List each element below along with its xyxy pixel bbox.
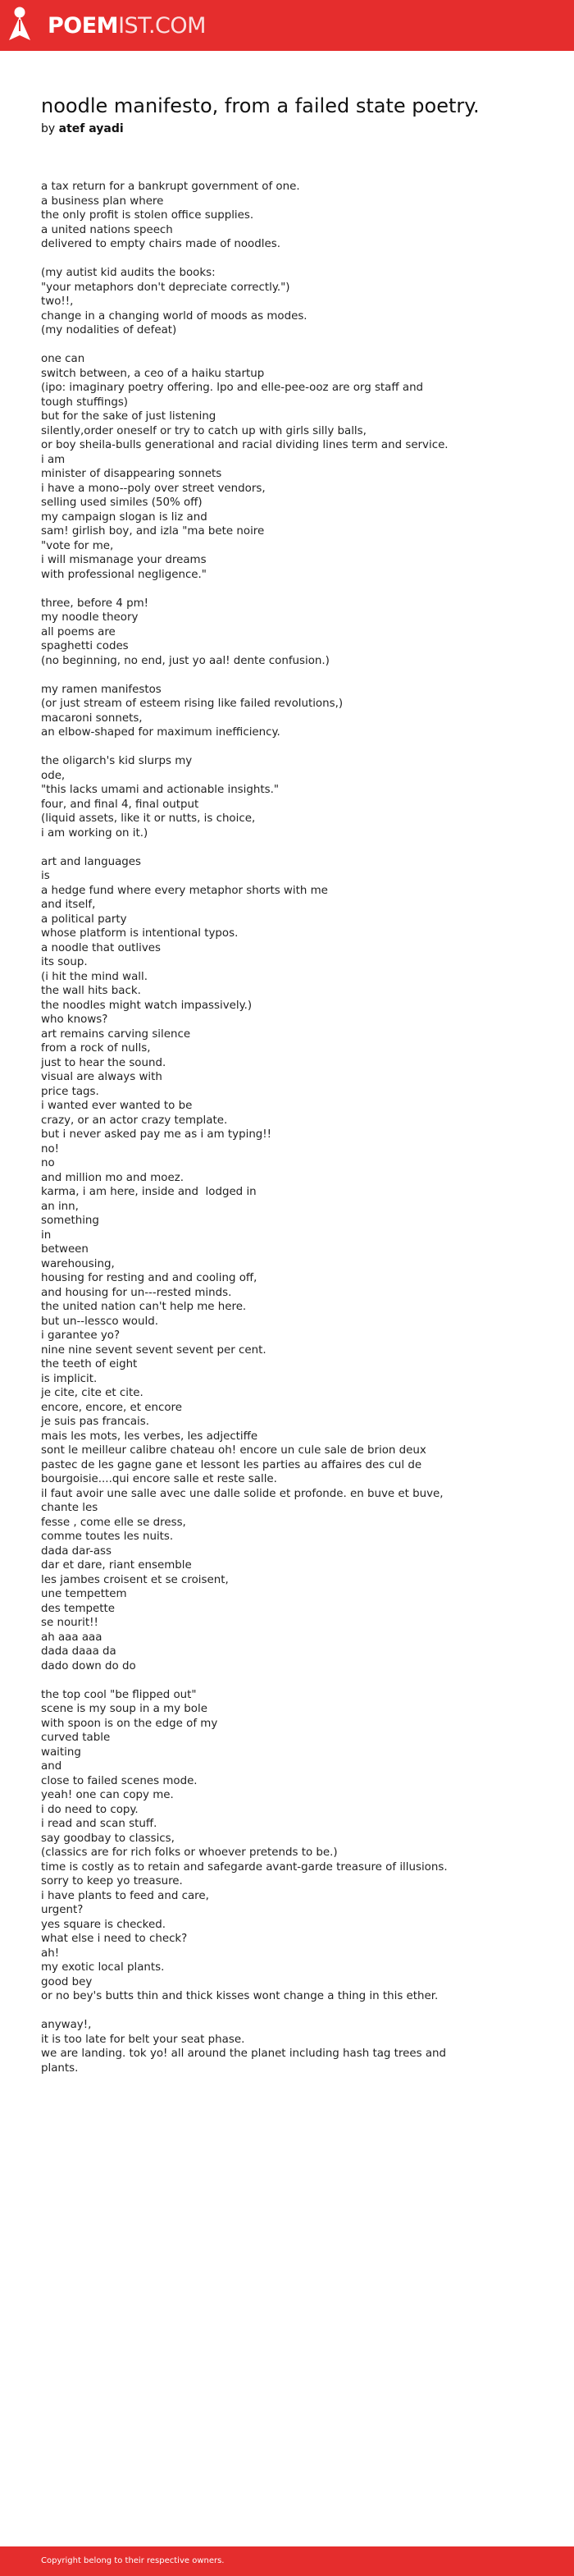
poem-line: or boy sheila-bulls generational and racial dividing lines term and service. (41, 439, 449, 451)
poem-line: dada dar-ass (41, 1544, 112, 1558)
poem-body (41, 180, 451, 2075)
stanza-break (41, 252, 451, 267)
poem-line: i do need to copy. (41, 1803, 139, 1816)
poem-line: one can (41, 353, 85, 365)
poem-title: noodle manifesto, from a failed state poetry. (41, 94, 480, 117)
poem-line: anyway!, (41, 2019, 92, 2031)
poem-line: switch between, a ceo of a haiku startup (41, 367, 265, 380)
poem-line: une tempettem (41, 1588, 127, 1600)
poem-line: comme toutes les nuits. (41, 1531, 174, 1543)
poem-line: in (41, 1229, 52, 1242)
poem-line: dada daaa da (41, 1645, 116, 1658)
poem-line: good bey (41, 1975, 93, 1988)
poem-line: close to failed scenes mode. (41, 1774, 198, 1787)
poem-line: with spoon is on the edge of my (41, 1717, 218, 1730)
poem-line: my campaign slogan is liz and (41, 510, 207, 524)
poem-line: my exotic local plants. (41, 1961, 165, 1974)
poem-line: warehousing, (41, 1257, 115, 1270)
poem-line: housing for resting and and cooling off, (41, 1272, 257, 1284)
poem-line: silently,order oneself or try to catch up with girls silly balls, (41, 424, 367, 437)
poem-line: my noodle theory (41, 611, 139, 624)
poem-line: or no bey's butts thin and thick kisses wont change a thing in this ether. (41, 1990, 439, 2002)
poem-line: fesse , come elle se dress, (41, 1516, 186, 1529)
poem-line: i will mismanage your dreams (41, 554, 207, 566)
site-header (0, 0, 574, 51)
poem-line: scene is my soup in a my bole (41, 1703, 207, 1715)
poem-line: a tax return for a bankrupt government of one. (41, 181, 300, 193)
poem-line: yes square is checked. (41, 1918, 166, 1931)
byline-prefix: by (41, 122, 56, 135)
poem-line: i am (41, 453, 66, 466)
poem-line: we are landing. tok yo! all around the planet including hash tag trees and plants. (41, 2048, 450, 2075)
poem-line: the wall hits back. (41, 985, 141, 997)
poem-line: no (41, 1157, 55, 1169)
poem-line: a noodle that outlives (41, 941, 162, 954)
poem-line: an elbow-shaped for maximum inefficiency. (41, 726, 280, 739)
poem-line: curved table (41, 1732, 111, 1744)
poem-line: nine nine sevent sevent sevent per cent. (41, 1343, 266, 1357)
poem-line: the only profit is stolen office supplies. (41, 209, 254, 222)
poem-line: (my nodalities of defeat) (41, 324, 177, 336)
poem-line: (i hit the mind wall. (41, 970, 148, 983)
poem-line: no! (41, 1142, 60, 1155)
poem-line: i am working on it.) (41, 826, 148, 840)
stanza-break (41, 1673, 451, 1688)
poem-line: (liquid assets, like it or nutts, is choice, (41, 812, 256, 825)
poem-line: from a rock of nulls, (41, 1042, 151, 1055)
poem-line: the teeth of eight (41, 1358, 138, 1370)
poem-line: je suis pas francais. (41, 1416, 150, 1428)
poem-line: "vote for me, (41, 539, 114, 552)
site-logo-text: POEMIST.COM (48, 13, 206, 39)
poem-line: i wanted ever wanted to be (41, 1100, 193, 1112)
poem-line: four, and final 4, final output (41, 798, 199, 811)
poem-line: mais les mots, les verbes, les adjectiffe (41, 1430, 258, 1443)
poem-line: "this lacks umami and actionable insights." (41, 784, 280, 796)
stanza-break (41, 338, 451, 353)
poem-line: crazy, or an actor crazy template. (41, 1114, 228, 1127)
poem-line: it is too late for belt your seat phase. (41, 2033, 245, 2046)
poem-line: spaghetti codes (41, 640, 129, 652)
poem-line: waiting (41, 1746, 81, 1759)
poem-line: se nourit!! (41, 1617, 98, 1629)
poem-line: i have plants to feed and care, (41, 1889, 209, 1902)
poem-line: (my autist kid audits the books: (41, 267, 216, 279)
poem-line: something (41, 1215, 99, 1227)
poem-line: (no beginning, no end, just yo aal! dente confusion.) (41, 654, 330, 667)
poem-line: just to hear the sound. (41, 1056, 166, 1069)
poem-line: (classics are for rich folks or whoever pretends to be.) (41, 1846, 338, 1859)
poem-line: but i never asked pay me as i am typing!! (41, 1128, 272, 1141)
poem-line: the top cool "be flipped out" (41, 1688, 197, 1701)
poem-line: encore, encore, et encore (41, 1401, 182, 1414)
poem-line: ah! (41, 1947, 60, 1960)
poem-line: a business plan where (41, 194, 164, 208)
poem-line: yeah! one can copy me. (41, 1789, 174, 1801)
stanza-break (41, 840, 451, 855)
poem-line: a political party (41, 913, 127, 926)
poem-line: whose platform is intentional typos. (41, 927, 239, 940)
poem-line: change in a changing world of moods as modes. (41, 309, 308, 323)
poem-line: is implicit. (41, 1372, 98, 1385)
poem-line: three, before 4 pm! (41, 597, 148, 610)
author-link[interactable]: atef ayadi (58, 122, 124, 135)
poem-line: delivered to empty chairs made of noodles. (41, 238, 280, 250)
poem-line: all poems are (41, 625, 116, 638)
poem-line: the united nation can't help me here. (41, 1301, 247, 1313)
poem-line: an inn, (41, 1200, 79, 1213)
poem-line: karma, i am here, inside and lodged in (41, 1186, 257, 1198)
poem-line: urgent? (41, 1904, 84, 1916)
poem-line: art remains carving silence (41, 1027, 191, 1041)
poem-line: who knows? (41, 1013, 108, 1026)
poem-line: but for the sake of just listening (41, 410, 216, 423)
stanza-break (41, 582, 451, 597)
poem-line: price tags. (41, 1085, 99, 1098)
poem-line: and (41, 1760, 62, 1773)
poem-line: what else i need to check? (41, 1933, 188, 1945)
poem-line: (or just stream of esteem rising like failed revolutions,) (41, 698, 344, 710)
poem-line: ah aaa aaa (41, 1631, 102, 1644)
site-footer (0, 2546, 574, 2576)
poem-line: but un--lessco would. (41, 1315, 158, 1328)
poem-line: the oligarch's kid slurps my (41, 755, 193, 767)
poem-line: (ipo: imaginary poetry offering. lpo and elle-pee-ooz are org staff and tough stuffings) (41, 382, 427, 409)
poem-line: a united nations speech (41, 223, 173, 236)
poem-line: its soup. (41, 956, 88, 968)
poem-line: is (41, 870, 50, 882)
poem-line: art and languages (41, 855, 141, 868)
poem-line: il faut avoir une salle avec une dalle solide et profonde. en buve et buve, chante les (41, 1487, 447, 1514)
fountain-pen-nib-icon (5, 7, 34, 44)
poem-line: sam! girlish boy, and izla "ma bete noire (41, 525, 265, 538)
poem-line: and housing for un---rested minds. (41, 1286, 232, 1299)
copyright-notice: Copyright belong to their respective owners. (41, 2556, 225, 2565)
poem-line: i garantee yo? (41, 1329, 121, 1342)
poem-line: and million mo and moez. (41, 1171, 184, 1184)
poem-line: "your metaphors don't depreciate correctly.") (41, 281, 290, 294)
poem-line: ode, (41, 769, 66, 782)
poem-line: between (41, 1243, 89, 1256)
poem-line: i read and scan stuff. (41, 1818, 157, 1830)
poem-line: sorry to keep yo treasure. (41, 1875, 183, 1887)
poem-line: a hedge fund where every metaphor shorts with me (41, 884, 328, 897)
poem-line: minister of disappearing sonnets (41, 468, 222, 480)
poem-line: je cite, cite et cite. (41, 1387, 144, 1399)
poem-line: macaroni sonnets, (41, 711, 143, 725)
poem-line: say goodbay to classics, (41, 1832, 175, 1845)
poem-line: and itself, (41, 899, 96, 911)
poem-line: les jambes croisent et se croisent, (41, 1573, 229, 1586)
poem-line: with professional negligence." (41, 568, 207, 581)
poem-line: sont le meilleur calibre chateau oh! encore un cule sale de brion deux pastec de les gagne gane et lessont les parties au affaires des cul de bourgoisie....qui encore salle et reste salle. (41, 1444, 430, 1485)
poem-byline (41, 121, 124, 136)
poem-line: i have a mono--poly over street vendors, (41, 482, 266, 495)
poem-line: two!!, (41, 295, 74, 308)
stanza-break (41, 668, 451, 683)
poem-line: des tempette (41, 1602, 115, 1615)
poem-line: my ramen manifestos (41, 683, 162, 696)
poem-line: time is costly as to retain and safegarde avant-garde treasure of illusions. (41, 1860, 448, 1874)
poem-line: dar et dare, riant ensemble (41, 1559, 192, 1572)
poem-line: the noodles might watch impassively.) (41, 999, 253, 1012)
poem-line: dado down do do (41, 1659, 136, 1672)
stanza-break (41, 740, 451, 755)
poem-line: selling used similes (50% off) (41, 496, 203, 509)
poem-line: visual are always with (41, 1071, 162, 1083)
stanza-break (41, 2004, 451, 2019)
